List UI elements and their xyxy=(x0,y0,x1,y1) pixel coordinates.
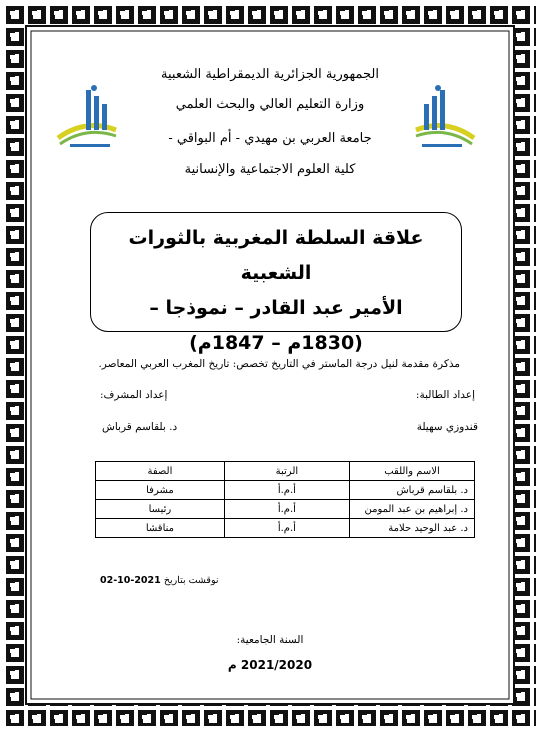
supervisor-name: د. بلقاسم قرباش xyxy=(102,421,178,433)
member-role: مناقشا xyxy=(96,519,225,538)
university-name: جامعة العربي بن مهيدي - أم البواقي - xyxy=(168,131,372,146)
thesis-title-box xyxy=(90,212,462,354)
jury-table xyxy=(95,461,475,538)
faculty-name: كلية العلوم الاجتماعية والإنسانية xyxy=(184,162,356,177)
col-header-role: الصفة xyxy=(96,462,225,481)
member-role: مشرفا xyxy=(96,481,225,500)
academic-year-label: السنة الجامعية: xyxy=(236,634,304,646)
member-rank: أ.م.أ xyxy=(224,481,349,500)
member-role: رئيسا xyxy=(96,500,225,519)
col-header-name: الاسم واللقب xyxy=(349,462,474,481)
thesis-title-line2: الأمير عبد القادر – نموذجا – xyxy=(149,297,403,319)
member-name: د. عبد الوحيد حلامة xyxy=(349,519,474,538)
thesis-title-years: (1830م – 1847م) xyxy=(189,332,363,354)
student-label: إعداد الطالبة: xyxy=(415,389,475,401)
member-rank: أ.م.أ xyxy=(224,500,349,519)
defense-date: 02-10-2021 xyxy=(100,575,161,586)
member-rank: أ.م.أ xyxy=(224,519,349,538)
republic-name: الجمهورية الجزائرية الديمقراطية الشعبية xyxy=(161,67,379,82)
table-row xyxy=(96,519,475,538)
thesis-title-line1: علاقة السلطة المغربية بالثورات الشعبية xyxy=(128,227,424,284)
member-name: د. إبراهيم بن عبد المومن xyxy=(349,500,474,519)
supervisor-label: إعداد المشرف: xyxy=(100,389,168,401)
academic-year: 2021/2020 م xyxy=(227,658,313,672)
col-header-rank: الرتبة xyxy=(224,462,349,481)
thesis-note: مذكرة مقدمة لنيل درجة الماستر في التاريخ تخصص: تاريخ المغرب العربي المعاصر. xyxy=(98,358,460,370)
defense-date-label: نوقشت بتاريخ xyxy=(163,575,219,586)
table-row xyxy=(96,500,475,519)
ministry-name: وزارة التعليم العالي والبحث العلمي xyxy=(175,97,365,112)
table-header-row xyxy=(96,462,475,481)
member-name: د. بلقاسم قرباش xyxy=(349,481,474,500)
defense-date-line xyxy=(100,575,219,586)
student-name: قندوزي سهيلة xyxy=(416,421,478,433)
table-row xyxy=(96,481,475,500)
